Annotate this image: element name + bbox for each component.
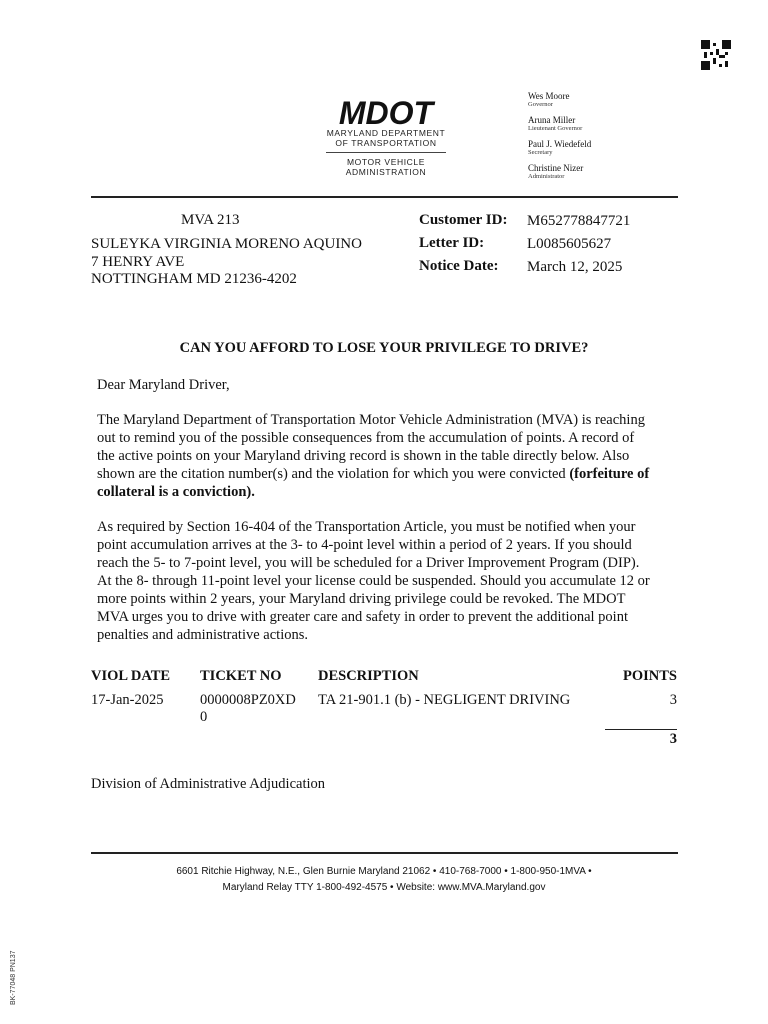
officials-list	[528, 91, 638, 187]
official-name: Aruna Miller	[528, 115, 576, 125]
total-rule	[605, 729, 677, 730]
recipient-street: 7 HENRY AVE	[91, 253, 185, 270]
paragraph-line: MVA urges you to drive with greater care and safety in order to prevent the additional point	[97, 609, 628, 625]
col-header-description: DESCRIPTION	[318, 668, 419, 684]
letter-heading: CAN YOU AFFORD TO LOSE YOUR PRIVILEGE TO DRIVE?	[179, 340, 589, 356]
letter-id-label: Letter ID:	[419, 235, 485, 251]
notice-date-value: March 12, 2025	[527, 259, 623, 275]
logo-admin-line2: ADMINISTRATION	[345, 167, 427, 177]
footer	[0, 864, 768, 896]
letter-id-value: L0085605627	[527, 236, 612, 252]
logo-divider	[326, 152, 446, 153]
official-name: Christine Nizer	[528, 163, 584, 173]
paragraph-bold-text: (forfeiture of	[569, 466, 650, 482]
paragraph-line	[97, 465, 682, 483]
paragraph-line-text: shown are the citation number(s) and the violation for which you were convicted	[97, 466, 570, 482]
col-header-points: POINTS	[623, 668, 677, 684]
footer-divider	[91, 852, 678, 854]
paragraph-section-16-404	[97, 518, 682, 644]
paragraph-line: The Maryland Department of Transportation Motor Vehicle Administration (MVA) is reaching	[97, 412, 645, 428]
paragraph-points-record	[97, 411, 682, 501]
mdot-wordmark-icon	[323, 96, 449, 128]
paragraph-line: At the 8- through 11-point level your license could be suspended. Should you accumulate 12 or	[97, 573, 650, 589]
notice-date-label: Notice Date:	[419, 258, 499, 274]
paragraph-line: reach the 5- to 7-point level, you will be scheduled for a Driver Improvement Program (DIP).	[97, 555, 640, 571]
official-title: Secretary	[528, 149, 553, 156]
official-title: Administrator	[528, 173, 565, 180]
logo-wordmark: MDOT	[338, 96, 434, 128]
logo-dept-line2: OF TRANSPORTATION	[335, 138, 437, 148]
cell-viol-date: 17-Jan-2025	[91, 692, 164, 708]
recipient-address	[91, 236, 362, 289]
signature-division: Division of Administrative Adjudication	[91, 776, 325, 792]
customer-id-value: M652778847721	[527, 213, 631, 229]
form-code: BK-77048 PN137	[10, 950, 17, 1005]
cell-ticket-no	[200, 692, 296, 726]
mva-code: MVA 213	[181, 212, 240, 228]
points-total: 3	[669, 731, 677, 747]
customer-id-label: Customer ID:	[419, 212, 508, 228]
qr-code-icon	[701, 40, 731, 70]
paragraph-line: penalties and administrative actions.	[97, 627, 308, 643]
official-title: Governor	[528, 101, 553, 108]
recipient-city: NOTTINGHAM MD 21236-4202	[91, 271, 297, 287]
col-header-viol-date: VIOL DATE	[91, 668, 171, 684]
official-name: Wes Moore	[528, 91, 570, 101]
header-divider	[91, 196, 678, 198]
footer-contact: Maryland Relay TTY 1-800-492-4575 • Website: www.MVA.Maryland.gov	[222, 882, 546, 893]
official-name: Paul J. Wiedefeld	[528, 139, 592, 149]
col-header-ticket-no: TICKET NO	[200, 668, 282, 684]
cell-points: 3	[669, 692, 677, 708]
cell-description: TA 21-901.1 (b) - NEGLIGENT DRIVING	[318, 692, 571, 708]
paragraph-line: point accumulation arrives at the 3- to 4-point level within a period of 2 years. If you should	[97, 537, 632, 553]
footer-address: 6601 Ritchie Highway, N.E., Glen Burnie Maryland 21062 • 410-768-7000 • 1-800-950-1MVA •	[176, 866, 592, 877]
paragraph-bold-line: collateral is a conviction).	[97, 484, 255, 500]
paragraph-line: the active points on your Maryland driving record is shown in the table directly below. Also	[97, 448, 630, 464]
greeting: Dear Maryland Driver,	[97, 377, 230, 393]
logo-admin-line1: MOTOR VEHICLE	[346, 157, 426, 167]
paragraph-line: out to remind you of the possible consequences from the accumulation of points. A record of	[97, 430, 635, 446]
logo-dept-line1: MARYLAND DEPARTMENT	[326, 128, 446, 138]
paragraph-line: As required by Section 16-404 of the Transportation Article, you must be notified when your	[97, 519, 636, 535]
mdot-logo	[322, 96, 450, 188]
ticket-line: 0000008PZ0XD	[200, 692, 296, 708]
paragraph-line: more points within 2 years, your Maryland driving privilege could be revoked. The MDOT	[97, 591, 626, 607]
ticket-line: 0	[200, 709, 208, 725]
official-title: Lieutenant Governor	[528, 125, 583, 132]
recipient-name: SULEYKA VIRGINIA MORENO AQUINO	[91, 236, 362, 252]
